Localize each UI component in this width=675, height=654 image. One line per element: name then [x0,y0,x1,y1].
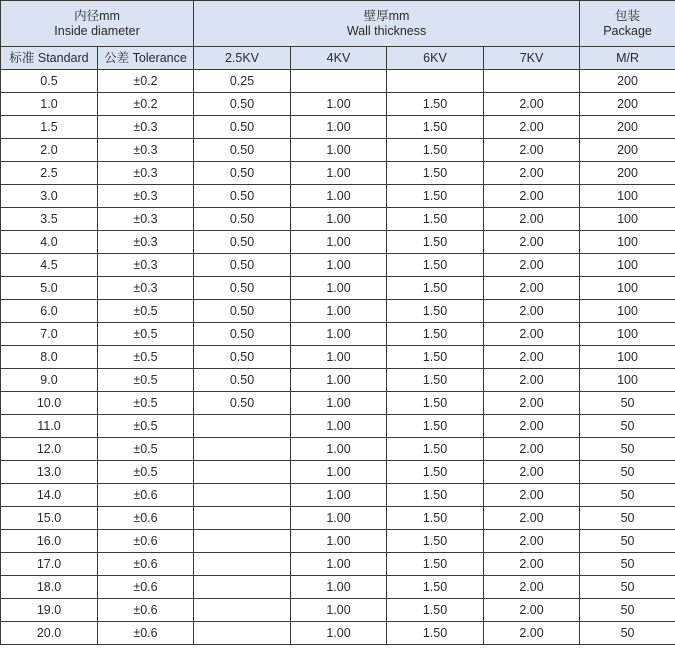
table-row [1,93,675,116]
tolerance-header: 公差 Tolerance [98,47,194,70]
standard-cell: 18.0 [1,576,98,599]
kv-4-cell: 1.00 [291,231,387,254]
kv-6-cell: 1.50 [387,323,484,346]
kv-7-cell: 2.00 [484,254,580,277]
kv-7-cell: 2.00 [484,116,580,139]
standard-cell: 19.0 [1,599,98,622]
kv-4-cell: 1.00 [291,208,387,231]
standard-cell: 7.0 [1,323,98,346]
kv-4-cell: 1.00 [291,254,387,277]
table-row [1,162,675,185]
kv-2-5-cell: 0.50 [194,346,291,369]
package-cell: 50 [580,392,675,415]
kv-7-cell: 2.00 [484,461,580,484]
tolerance-cell: ±0.6 [98,530,194,553]
kv-6-cell: 1.50 [387,162,484,185]
table-row [1,323,675,346]
header-row-sub [1,47,675,70]
kv-7-cell: 2.00 [484,185,580,208]
package-cell: 100 [580,323,675,346]
tolerance-cell: ±0.2 [98,70,194,93]
table-row [1,208,675,231]
tolerance-cell: ±0.3 [98,208,194,231]
package-cell: 50 [580,484,675,507]
package-cell: 50 [580,530,675,553]
table-row [1,622,675,645]
tolerance-cell: ±0.5 [98,323,194,346]
kv-2-5-cell: 0.50 [194,93,291,116]
table-row [1,461,675,484]
kv-7-cell: 2.00 [484,392,580,415]
standard-cell: 10.0 [1,392,98,415]
kv-4-cell: 1.00 [291,116,387,139]
kv-6-cell: 1.50 [387,530,484,553]
package-cell: 100 [580,185,675,208]
kv-2-5-cell [194,484,291,507]
tolerance-cell: ±0.6 [98,507,194,530]
kv-2-5-cell: 0.50 [194,116,291,139]
kv-6-cell: 1.50 [387,415,484,438]
table-row [1,116,675,139]
standard-cell: 2.0 [1,139,98,162]
kv-2-5-cell: 0.50 [194,369,291,392]
standard-cell: 6.0 [1,300,98,323]
package-cell: 50 [580,461,675,484]
kv-6-cell: 1.50 [387,392,484,415]
kv-4-cell: 1.00 [291,369,387,392]
standard-cell: 12.0 [1,438,98,461]
kv-6-cell: 1.50 [387,622,484,645]
kv-4-cell: 1.00 [291,162,387,185]
kv-6-cell: 1.50 [387,507,484,530]
standard-cell: 9.0 [1,369,98,392]
tolerance-cell: ±0.6 [98,599,194,622]
kv-6-cell: 1.50 [387,346,484,369]
standard-cell: 4.0 [1,231,98,254]
kv-6-header: 6KV [387,47,484,70]
kv-2-5-cell [194,415,291,438]
tolerance-cell: ±0.2 [98,93,194,116]
kv-2-5-cell [194,461,291,484]
standard-cell: 8.0 [1,346,98,369]
standard-cell: 13.0 [1,461,98,484]
wall-thickness-header-zh: 壁厚mm [363,8,410,23]
kv-2-5-cell [194,599,291,622]
tolerance-cell: ±0.5 [98,461,194,484]
package-cell: 50 [580,507,675,530]
kv-2-5-cell: 0.50 [194,185,291,208]
kv-2-5-header: 2.5KV [194,47,291,70]
kv-4-cell: 1.00 [291,438,387,461]
standard-cell: 17.0 [1,553,98,576]
package-cell: 100 [580,254,675,277]
kv-7-cell: 2.00 [484,530,580,553]
kv-7-cell: 2.00 [484,622,580,645]
table-row [1,530,675,553]
kv-7-cell: 2.00 [484,231,580,254]
standard-cell: 1.5 [1,116,98,139]
kv-6-cell: 1.50 [387,438,484,461]
kv-6-cell: 1.50 [387,139,484,162]
table-row [1,70,675,93]
kv-7-cell: 2.00 [484,553,580,576]
kv-4-cell: 1.00 [291,93,387,116]
table-row [1,507,675,530]
table-row [1,484,675,507]
table-row [1,277,675,300]
tolerance-cell: ±0.3 [98,162,194,185]
kv-6-cell: 1.50 [387,461,484,484]
kv-4-cell: 1.00 [291,576,387,599]
kv-6-cell: 1.50 [387,277,484,300]
tolerance-cell: ±0.5 [98,369,194,392]
wall-thickness-header-en: Wall thickness [346,23,427,38]
package-cell: 100 [580,300,675,323]
table-row [1,346,675,369]
kv-4-cell: 1.00 [291,461,387,484]
tolerance-cell: ±0.3 [98,277,194,300]
kv-2-5-cell: 0.50 [194,300,291,323]
tolerance-cell: ±0.3 [98,116,194,139]
kv-4-cell [291,70,387,93]
kv-7-cell: 2.00 [484,208,580,231]
kv-7-cell: 2.00 [484,507,580,530]
kv-2-5-cell [194,507,291,530]
tolerance-cell: ±0.6 [98,622,194,645]
kv-7-cell: 2.00 [484,576,580,599]
table-row [1,300,675,323]
standard-header: 标准 Standard [1,47,98,70]
package-header [580,1,675,47]
kv-6-cell: 1.50 [387,576,484,599]
kv-7-cell: 2.00 [484,438,580,461]
kv-6-cell: 1.50 [387,484,484,507]
package-cell: 50 [580,576,675,599]
tolerance-cell: ±0.6 [98,553,194,576]
tolerance-cell: ±0.6 [98,576,194,599]
kv-4-cell: 1.00 [291,277,387,300]
kv-2-5-cell [194,530,291,553]
kv-7-cell: 2.00 [484,369,580,392]
kv-2-5-cell: 0.50 [194,231,291,254]
package-cell: 50 [580,415,675,438]
kv-2-5-cell: 0.50 [194,392,291,415]
table-row [1,599,675,622]
kv-2-5-cell: 0.50 [194,208,291,231]
package-cell: 200 [580,93,675,116]
standard-cell: 1.0 [1,93,98,116]
package-cell: 200 [580,162,675,185]
standard-cell: 0.5 [1,70,98,93]
kv-6-cell: 1.50 [387,231,484,254]
kv-2-5-cell: 0.50 [194,277,291,300]
table-row [1,139,675,162]
kv-4-header: 4KV [291,47,387,70]
kv-7-cell: 2.00 [484,415,580,438]
standard-cell: 5.0 [1,277,98,300]
kv-6-cell: 1.50 [387,185,484,208]
kv-2-5-cell: 0.50 [194,139,291,162]
standard-cell: 3.0 [1,185,98,208]
package-cell: 100 [580,208,675,231]
package-cell: 200 [580,70,675,93]
tolerance-cell: ±0.3 [98,185,194,208]
table-row [1,392,675,415]
kv-2-5-cell [194,622,291,645]
package-cell: 50 [580,622,675,645]
header-row-main [1,1,675,47]
tolerance-cell: ±0.5 [98,438,194,461]
wall-thickness-header [194,1,580,47]
kv-2-5-cell [194,553,291,576]
kv-4-cell: 1.00 [291,484,387,507]
table-row [1,576,675,599]
kv-6-cell: 1.50 [387,300,484,323]
table-row [1,553,675,576]
inside-diameter-header-zh: 内径mm [74,8,120,23]
kv-7-cell: 2.00 [484,277,580,300]
kv-7-cell: 2.00 [484,93,580,116]
kv-4-cell: 1.00 [291,622,387,645]
standard-cell: 4.5 [1,254,98,277]
kv-4-cell: 1.00 [291,323,387,346]
package-cell: 50 [580,553,675,576]
kv-6-cell: 1.50 [387,116,484,139]
standard-cell: 16.0 [1,530,98,553]
kv-6-cell: 1.50 [387,369,484,392]
table-row [1,231,675,254]
kv-7-cell: 2.00 [484,139,580,162]
inside-diameter-header-en: Inside diameter [54,23,140,38]
kv-4-cell: 1.00 [291,415,387,438]
standard-cell: 14.0 [1,484,98,507]
tolerance-cell: ±0.5 [98,392,194,415]
kv-2-5-cell [194,438,291,461]
package-header-zh: 包装 [615,8,641,23]
kv-6-cell: 1.50 [387,599,484,622]
tolerance-cell: ±0.3 [98,231,194,254]
table-row [1,438,675,461]
kv-7-cell: 2.00 [484,162,580,185]
kv-4-cell: 1.00 [291,599,387,622]
table-row [1,415,675,438]
kv-6-cell: 1.50 [387,254,484,277]
kv-2-5-cell: 0.50 [194,254,291,277]
unit-header: M/R [580,47,675,70]
table-row [1,185,675,208]
kv-2-5-cell [194,576,291,599]
kv-6-cell: 1.50 [387,553,484,576]
standard-cell: 3.5 [1,208,98,231]
standard-cell: 20.0 [1,622,98,645]
package-cell: 100 [580,231,675,254]
kv-4-cell: 1.00 [291,553,387,576]
kv-7-cell: 2.00 [484,346,580,369]
package-cell: 100 [580,369,675,392]
kv-4-cell: 1.00 [291,185,387,208]
tolerance-cell: ±0.5 [98,300,194,323]
kv-4-cell: 1.00 [291,530,387,553]
standard-cell: 15.0 [1,507,98,530]
tolerance-cell: ±0.5 [98,346,194,369]
kv-6-cell: 1.50 [387,208,484,231]
package-cell: 200 [580,139,675,162]
kv-7-cell [484,70,580,93]
table-body [1,70,675,645]
table-row [1,254,675,277]
kv-2-5-cell: 0.50 [194,323,291,346]
kv-4-cell: 1.00 [291,300,387,323]
tolerance-cell: ±0.3 [98,254,194,277]
package-cell: 50 [580,438,675,461]
package-cell: 100 [580,277,675,300]
table-row [1,369,675,392]
kv-6-cell: 1.50 [387,93,484,116]
kv-7-cell: 2.00 [484,599,580,622]
kv-2-5-cell: 0.25 [194,70,291,93]
kv-7-header: 7KV [484,47,580,70]
tolerance-cell: ±0.6 [98,484,194,507]
inside-diameter-header [1,1,194,47]
kv-4-cell: 1.00 [291,139,387,162]
tolerance-cell: ±0.5 [98,415,194,438]
kv-2-5-cell: 0.50 [194,162,291,185]
package-cell: 100 [580,346,675,369]
kv-4-cell: 1.00 [291,346,387,369]
kv-6-cell [387,70,484,93]
package-header-en: Package [603,23,652,38]
kv-7-cell: 2.00 [484,484,580,507]
kv-7-cell: 2.00 [484,300,580,323]
kv-4-cell: 1.00 [291,392,387,415]
tolerance-cell: ±0.3 [98,139,194,162]
kv-7-cell: 2.00 [484,323,580,346]
kv-4-cell: 1.00 [291,507,387,530]
standard-cell: 11.0 [1,415,98,438]
package-cell: 50 [580,599,675,622]
package-cell: 200 [580,116,675,139]
standard-cell: 2.5 [1,162,98,185]
